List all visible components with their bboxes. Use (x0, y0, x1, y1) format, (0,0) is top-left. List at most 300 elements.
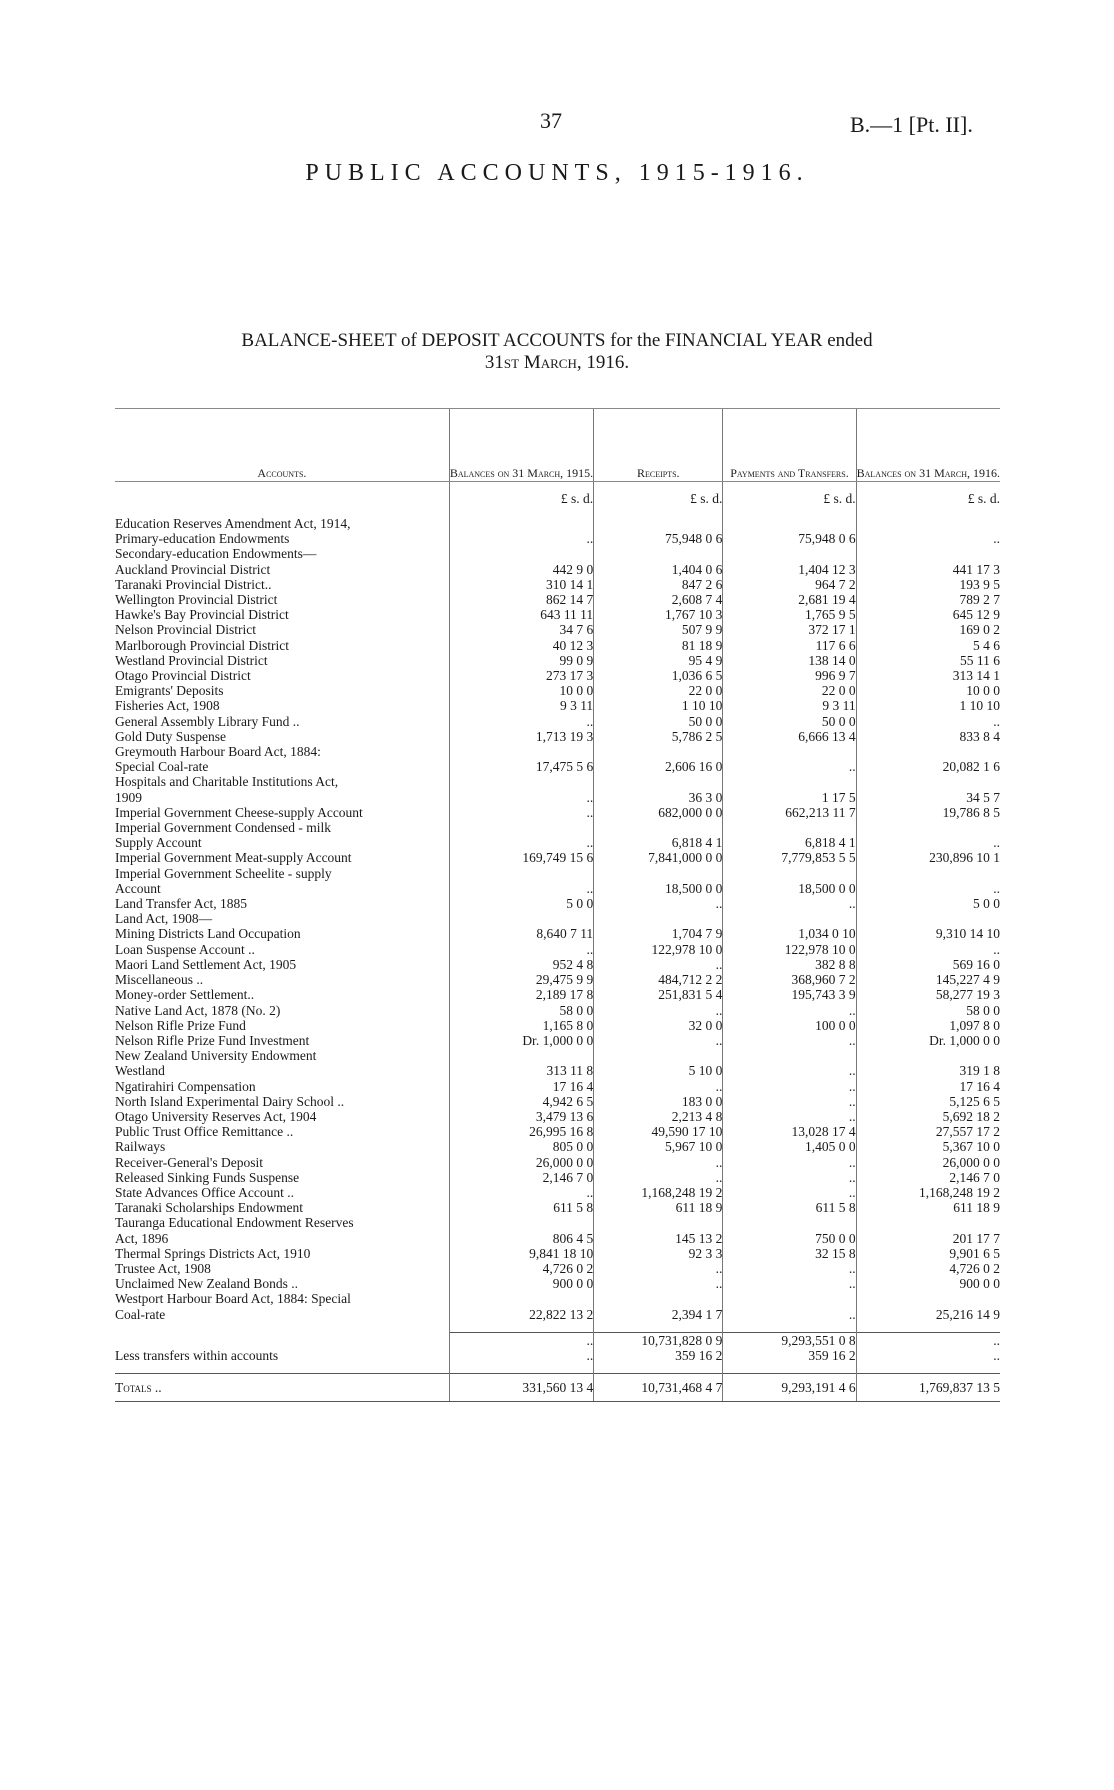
balance-1915-cell: 900 0 0 (449, 1276, 593, 1291)
table-row (115, 1215, 1000, 1230)
payments-cell: 195,743 3 9 (723, 987, 856, 1002)
payments-cell: 368,960 7 2 (723, 972, 856, 987)
account-name: Greymouth Harbour Board Act, 1884: (115, 744, 321, 760)
account-name: Act, 1896 (115, 1230, 169, 1246)
receipts-cell (594, 546, 723, 561)
table-row (115, 1276, 1000, 1291)
account-name: Mining Districts Land Occupation (115, 926, 301, 942)
payments-cell: .. (723, 1307, 856, 1322)
payments-cell: 32 15 8 (723, 1246, 856, 1261)
payments-cell: 100 0 0 (723, 1018, 856, 1033)
account-name: Nelson Provincial District (115, 622, 256, 638)
units-label: £ s. d. (856, 482, 1000, 517)
balance-1915-cell: 26,995 16 8 (449, 1124, 593, 1139)
payments-cell: 122,978 10 0 (723, 942, 856, 957)
balance-1915-cell: 2,146 7 0 (449, 1170, 593, 1185)
balance-1915-cell: 58 0 0 (449, 1003, 593, 1018)
payments-cell: 22 0 0 (723, 683, 856, 698)
account-name: 1909 (115, 789, 142, 805)
units-spacer (115, 482, 449, 517)
receipts-cell: .. (594, 1033, 723, 1048)
table-row (115, 911, 1000, 926)
payments-cell: .. (723, 1079, 856, 1094)
account-name: Westland Provincial District (115, 652, 268, 668)
account-name: Auckland Provincial District (115, 561, 271, 577)
receipts-cell: .. (594, 896, 723, 911)
balance-1915-cell (449, 911, 593, 926)
receipts-cell (594, 774, 723, 789)
balance-1916-cell: 10 0 0 (856, 683, 1000, 698)
receipts-cell: 1,168,248 19 2 (594, 1185, 723, 1200)
receipts-cell (594, 911, 723, 926)
account-name: North Island Experimental Dairy School .. (115, 1093, 345, 1109)
payments-cell: .. (723, 1063, 856, 1078)
table-row (115, 683, 1000, 698)
balance-1915-cell: 34 7 6 (449, 622, 593, 637)
balance-1915-cell: 9 3 11 (449, 698, 593, 713)
balance-1916-cell: 34 5 7 (856, 790, 1000, 805)
payments-cell: 382 8 8 (723, 957, 856, 972)
transfers-balances-1916: .. (856, 1348, 1000, 1363)
balance-1915-cell: .. (449, 835, 593, 850)
table-row (115, 638, 1000, 653)
payments-cell (723, 516, 856, 531)
balance-1915-cell (449, 744, 593, 759)
payments-cell (723, 774, 856, 789)
receipts-cell: 81 18 9 (594, 638, 723, 653)
payments-cell: .. (723, 1155, 856, 1170)
receipts-cell: 5,786 2 5 (594, 729, 723, 744)
receipts-cell: .. (594, 1170, 723, 1185)
balance-1915-cell: 26,000 0 0 (449, 1155, 593, 1170)
balance-1916-cell: 193 9 5 (856, 577, 1000, 592)
totals-receipts: 10,731,468 4 7 (594, 1374, 723, 1402)
payments-cell: 6,666 13 4 (723, 729, 856, 744)
receipts-cell: 2,394 1 7 (594, 1307, 723, 1322)
receipts-cell: 611 18 9 (594, 1200, 723, 1215)
payments-cell: 50 0 0 (723, 714, 856, 729)
account-name: State Advances Office Account .. (115, 1184, 294, 1200)
receipts-cell: 1,767 10 3 (594, 607, 723, 622)
units-label: £ s. d. (449, 482, 593, 517)
receipts-cell: 484,712 2 2 (594, 972, 723, 987)
table-row (115, 1018, 1000, 1033)
account-name: Native Land Act, 1878 (No. 2) (115, 1002, 281, 1018)
sheet-title (0, 330, 1114, 374)
receipts-cell (594, 1215, 723, 1230)
payments-cell: 750 0 0 (723, 1231, 856, 1246)
sum-receipts: 10,731,828 0 9 (594, 1332, 723, 1348)
balance-1916-cell (856, 911, 1000, 926)
balance-1916-cell: 319 1 8 (856, 1063, 1000, 1078)
balance-1915-cell (449, 1215, 593, 1230)
table-row (115, 881, 1000, 896)
transfers-receipts: 359 16 2 (594, 1348, 723, 1363)
account-name: Maori Land Settlement Act, 1905 (115, 956, 297, 972)
receipts-cell (594, 1291, 723, 1306)
table-row (115, 1079, 1000, 1094)
balance-1916-cell: .. (856, 714, 1000, 729)
transfers-row (115, 1348, 1000, 1363)
account-name: Account (115, 880, 161, 896)
payments-cell: 7,779,853 5 5 (723, 850, 856, 865)
account-name: Tauranga Educational Endowment Reserves (115, 1215, 354, 1231)
balance-1916-cell: 1,168,248 19 2 (856, 1185, 1000, 1200)
receipts-cell: 1,404 0 6 (594, 562, 723, 577)
balance-1915-cell (449, 820, 593, 835)
balance-1915-cell: 169,749 15 6 (449, 850, 593, 865)
account-name: Taranaki Scholarships Endowment (115, 1200, 304, 1216)
document-reference: B.—1 [Pt. II]. (850, 112, 973, 137)
payments-cell: .. (723, 1094, 856, 1109)
table-row (115, 942, 1000, 957)
payments-cell: .. (723, 1261, 856, 1276)
balance-1915-cell: .. (449, 942, 593, 957)
table-row (115, 1094, 1000, 1109)
balance-1915-cell (449, 1291, 593, 1306)
receipts-cell: 75,948 0 6 (594, 531, 723, 546)
receipts-cell: 1 10 10 (594, 698, 723, 713)
balance-1916-cell: 833 8 4 (856, 729, 1000, 744)
balance-1916-cell: 9,310 14 10 (856, 926, 1000, 941)
payments-cell (723, 546, 856, 561)
transfers-label: Less transfers within accounts (115, 1347, 279, 1363)
balance-1916-cell: 1,097 8 0 (856, 1018, 1000, 1033)
table-row (115, 516, 1000, 531)
balance-1916-cell: 5 4 6 (856, 638, 1000, 653)
table-row (115, 577, 1000, 592)
balance-1916-cell (856, 774, 1000, 789)
balance-1915-cell: 4,942 6 5 (449, 1094, 593, 1109)
balance-1915-cell: 1,713 19 3 (449, 729, 593, 744)
payments-cell: 1,765 9 5 (723, 607, 856, 622)
balance-1916-cell: .. (856, 881, 1000, 896)
payments-cell: .. (723, 896, 856, 911)
receipts-cell: .. (594, 957, 723, 972)
receipts-cell: 1,036 6 5 (594, 668, 723, 683)
balance-1915-cell: 643 11 11 (449, 607, 593, 622)
receipts-cell: 18,500 0 0 (594, 881, 723, 896)
balance-sheet-table (115, 408, 1000, 1402)
payments-cell (723, 744, 856, 759)
receipts-cell (594, 866, 723, 881)
payments-cell: 662,213 11 7 (723, 805, 856, 820)
table-row (115, 592, 1000, 607)
receipts-cell: 5 10 0 (594, 1063, 723, 1078)
payments-cell: 6,818 4 1 (723, 835, 856, 850)
balance-1916-cell: 58 0 0 (856, 1003, 1000, 1018)
account-name: Supply Account (115, 835, 202, 851)
table-row (115, 866, 1000, 881)
account-name: Receiver-General's Deposit (115, 1154, 263, 1170)
totals-payments: 9,293,191 4 6 (723, 1374, 856, 1402)
account-name: Land Transfer Act, 1885 (115, 896, 247, 912)
payments-cell: 138 14 0 (723, 653, 856, 668)
balance-1915-cell: 442 9 0 (449, 562, 593, 577)
account-name: Imperial Government Meat-supply Account (115, 850, 352, 866)
payments-cell: .. (723, 759, 856, 774)
table-row (115, 805, 1000, 820)
account-name: Miscellaneous .. (115, 972, 204, 988)
table-row (115, 607, 1000, 622)
account-name: Hawke's Bay Provincial District (115, 607, 289, 623)
payments-cell: 75,948 0 6 (723, 531, 856, 546)
balance-1916-cell: 27,557 17 2 (856, 1124, 1000, 1139)
payments-cell: 1,404 12 3 (723, 562, 856, 577)
receipts-cell: 2,606 16 0 (594, 759, 723, 774)
balance-1915-cell: 29,475 9 9 (449, 972, 593, 987)
balance-1916-cell (856, 820, 1000, 835)
balance-1916-cell (856, 744, 1000, 759)
balance-1915-cell: .. (449, 1185, 593, 1200)
table-row (115, 896, 1000, 911)
table-row (115, 668, 1000, 683)
account-name: Taranaki Provincial District.. (115, 576, 272, 592)
balance-1916-cell: 19,786 8 5 (856, 805, 1000, 820)
payments-cell: 964 7 2 (723, 577, 856, 592)
balance-1915-cell: 862 14 7 (449, 592, 593, 607)
header-balances-1915: Balances on 31 March, 1915. (449, 409, 593, 482)
account-name: Ngatirahiri Compensation (115, 1078, 256, 1094)
table-row (115, 744, 1000, 759)
balance-1915-cell (449, 546, 593, 561)
balance-1915-cell: .. (449, 805, 593, 820)
payments-cell: .. (723, 1276, 856, 1291)
account-name: Imperial Government Scheelite - supply (115, 865, 332, 881)
receipts-cell: .. (594, 1003, 723, 1018)
balance-1916-cell: 145,227 4 9 (856, 972, 1000, 987)
table-row (115, 1231, 1000, 1246)
header-payments: Payments and Transfers. (723, 409, 856, 482)
balance-1916-cell: 5,125 6 5 (856, 1094, 1000, 1109)
balance-1915-cell: 611 5 8 (449, 1200, 593, 1215)
table-row (115, 835, 1000, 850)
receipts-cell: .. (594, 1276, 723, 1291)
table-row (115, 1261, 1000, 1276)
table-row (115, 546, 1000, 561)
balance-1915-cell: 17 16 4 (449, 1079, 593, 1094)
balance-1916-cell: Dr. 1,000 0 0 (856, 1033, 1000, 1048)
table-row (115, 972, 1000, 987)
balance-1916-cell: .. (856, 942, 1000, 957)
balance-1916-cell: 5,367 10 0 (856, 1139, 1000, 1154)
totals-balances-1916: 1,769,837 13 5 (856, 1374, 1000, 1402)
table-row (115, 698, 1000, 713)
balance-1916-cell: 230,896 10 1 (856, 850, 1000, 865)
account-name: Gold Duty Suspense (115, 728, 226, 744)
balance-1915-cell: 5 0 0 (449, 896, 593, 911)
payments-cell (723, 911, 856, 926)
payments-cell: .. (723, 1109, 856, 1124)
payments-cell: .. (723, 1033, 856, 1048)
table-row (115, 653, 1000, 668)
balance-1916-cell: 25,216 14 9 (856, 1307, 1000, 1322)
payments-cell: 18,500 0 0 (723, 881, 856, 896)
payments-cell: 2,681 19 4 (723, 592, 856, 607)
balance-1915-cell: 40 12 3 (449, 638, 593, 653)
payments-cell: 9 3 11 (723, 698, 856, 713)
sheet-title-line1: BALANCE-SHEET of DEPOSIT ACCOUNTS for the FINANCIAL YEAR ended (241, 330, 873, 351)
account-name: Imperial Government Cheese-supply Account (115, 804, 363, 820)
balance-1916-cell (856, 1291, 1000, 1306)
transfers-payments: 359 16 2 (723, 1348, 856, 1363)
table-row (115, 987, 1000, 1002)
table-row (115, 957, 1000, 972)
balance-1915-cell: 10 0 0 (449, 683, 593, 698)
balance-1915-cell: 99 0 9 (449, 653, 593, 668)
balance-1916-cell (856, 1048, 1000, 1063)
balance-1916-cell (856, 546, 1000, 561)
balance-1915-cell: .. (449, 531, 593, 546)
payments-cell (723, 1215, 856, 1230)
balance-1916-cell: 645 12 9 (856, 607, 1000, 622)
table-row (115, 820, 1000, 835)
receipts-cell: 7,841,000 0 0 (594, 850, 723, 865)
sum-balances-1915: .. (449, 1332, 593, 1348)
table-row (115, 759, 1000, 774)
account-name: Unclaimed New Zealand Bonds .. (115, 1276, 298, 1292)
balance-1916-cell: 169 0 2 (856, 622, 1000, 637)
balance-1916-cell: 20,082 1 6 (856, 759, 1000, 774)
account-name: Hospitals and Charitable Institutions Act, (115, 774, 339, 790)
receipts-cell: 251,831 5 4 (594, 987, 723, 1002)
balance-1915-cell (449, 866, 593, 881)
account-name: Education Reserves Amendment Act, 1914, (115, 516, 351, 531)
table-row (115, 1048, 1000, 1063)
table-row (115, 790, 1000, 805)
payments-cell (723, 820, 856, 835)
receipts-cell: 6,818 4 1 (594, 835, 723, 850)
units-row (115, 482, 1000, 517)
receipts-cell: .. (594, 1155, 723, 1170)
payments-cell: 1,405 0 0 (723, 1139, 856, 1154)
balance-1916-cell: .. (856, 531, 1000, 546)
units-label: £ s. d. (723, 482, 856, 517)
balance-1915-cell: 22,822 13 2 (449, 1307, 593, 1322)
receipts-cell: 2,213 4 8 (594, 1109, 723, 1124)
receipts-cell: .. (594, 1261, 723, 1276)
receipts-cell: 847 2 6 (594, 577, 723, 592)
payments-cell: 1 17 5 (723, 790, 856, 805)
table-row (115, 1003, 1000, 1018)
balance-1916-cell: 1 10 10 (856, 698, 1000, 713)
payments-cell: 372 17 1 (723, 622, 856, 637)
receipts-cell: 122,978 10 0 (594, 942, 723, 957)
balance-1916-cell (856, 516, 1000, 531)
totals-label: Totals .. (115, 1374, 449, 1402)
table-row (115, 1124, 1000, 1139)
account-name: New Zealand University Endowment (115, 1048, 317, 1064)
balance-1915-cell: 805 0 0 (449, 1139, 593, 1154)
balance-1916-cell (856, 1215, 1000, 1230)
header-accounts: Accounts. (115, 409, 449, 482)
balance-1916-cell: 611 18 9 (856, 1200, 1000, 1215)
balance-1916-cell: .. (856, 835, 1000, 850)
receipts-cell (594, 820, 723, 835)
table-row (115, 1200, 1000, 1215)
balance-1916-cell: 5 0 0 (856, 896, 1000, 911)
receipts-cell: 507 9 9 (594, 622, 723, 637)
receipts-cell: 36 3 0 (594, 790, 723, 805)
balance-1916-cell: 55 11 6 (856, 653, 1000, 668)
receipts-cell: 32 0 0 (594, 1018, 723, 1033)
receipts-cell (594, 1048, 723, 1063)
balance-1915-cell: 806 4 5 (449, 1231, 593, 1246)
balance-1915-cell: 310 14 1 (449, 577, 593, 592)
balance-1916-cell (856, 866, 1000, 881)
sheet-title-line2: 31st March, 1916. (484, 352, 630, 373)
table-row (115, 926, 1000, 941)
payments-cell: 611 5 8 (723, 1200, 856, 1215)
balance-1916-cell: 789 2 7 (856, 592, 1000, 607)
table-row (115, 562, 1000, 577)
transfers-balances-1915: .. (449, 1348, 593, 1363)
balance-1916-cell: 569 16 0 (856, 957, 1000, 972)
receipts-cell: 145 13 2 (594, 1231, 723, 1246)
balance-1915-cell: .. (449, 790, 593, 805)
balance-1915-cell: 8,640 7 11 (449, 926, 593, 941)
account-name: Emigrants' Deposits (115, 683, 224, 699)
balance-1916-cell: 4,726 0 2 (856, 1261, 1000, 1276)
balance-1916-cell: 58,277 19 3 (856, 987, 1000, 1002)
gap-row (115, 1322, 1000, 1333)
table-row (115, 729, 1000, 744)
balance-1916-cell: 26,000 0 0 (856, 1155, 1000, 1170)
account-name: Thermal Springs Districts Act, 1910 (115, 1245, 311, 1261)
payments-cell (723, 866, 856, 881)
table-row (115, 1063, 1000, 1078)
payments-cell (723, 1291, 856, 1306)
payments-cell (723, 1048, 856, 1063)
balance-1916-cell: 2,146 7 0 (856, 1170, 1000, 1185)
account-name: General Assembly Library Fund .. (115, 713, 300, 729)
balance-1915-cell: .. (449, 714, 593, 729)
balance-1915-cell: 3,479 13 6 (449, 1109, 593, 1124)
receipts-cell: 183 0 0 (594, 1094, 723, 1109)
account-name: Coal-rate (115, 1306, 166, 1322)
balance-1916-cell: 313 14 1 (856, 668, 1000, 683)
balance-1915-cell: .. (449, 881, 593, 896)
balance-1915-cell (449, 516, 593, 531)
payments-cell: 1,034 0 10 (723, 926, 856, 941)
table-row (115, 1291, 1000, 1306)
account-name: Loan Suspense Account .. (115, 941, 255, 957)
payments-cell: 13,028 17 4 (723, 1124, 856, 1139)
page-number: 37 (540, 108, 562, 133)
receipts-cell (594, 516, 723, 531)
balance-1916-cell: 900 0 0 (856, 1276, 1000, 1291)
sum-balances-1916: .. (856, 1332, 1000, 1348)
account-name: Money-order Settlement.. (115, 987, 255, 1003)
account-name: Special Coal-rate (115, 759, 209, 775)
balance-1915-cell (449, 774, 593, 789)
account-name: Westland (115, 1063, 165, 1079)
payments-cell: .. (723, 1170, 856, 1185)
receipts-cell: 2,608 7 4 (594, 592, 723, 607)
balance-1916-cell: 201 17 7 (856, 1231, 1000, 1246)
account-name: Primary-education Endowments (115, 531, 290, 547)
receipts-cell: 49,590 17 10 (594, 1124, 723, 1139)
table-row (115, 1185, 1000, 1200)
receipts-cell: .. (594, 1079, 723, 1094)
account-name: Railways (115, 1139, 166, 1155)
account-name: Land Act, 1908— (115, 911, 213, 927)
account-name: Otago Provincial District (115, 668, 251, 684)
account-name: Trustee Act, 1908 (115, 1260, 211, 1276)
table-row (115, 531, 1000, 546)
account-name: Secondary-education Endowments— (115, 546, 317, 562)
totals-row (115, 1374, 1000, 1402)
